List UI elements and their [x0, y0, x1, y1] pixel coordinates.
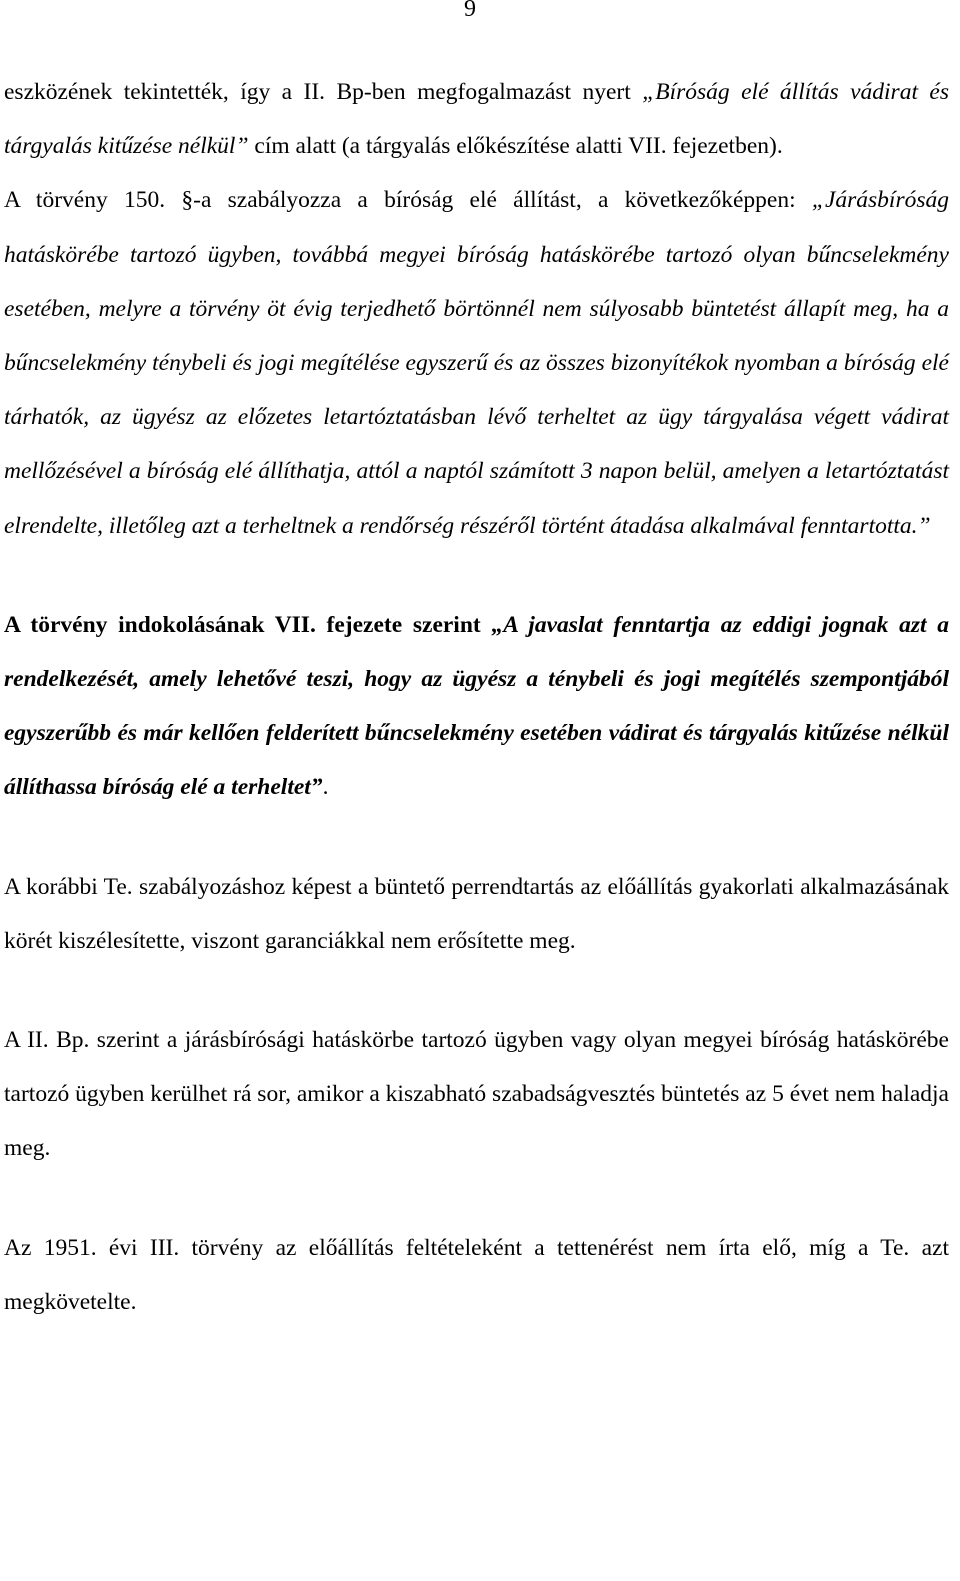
paragraph-3-quote: „A javaslat fenntartja az eddigi jognak azt a rendelkezését, amely lehetővé teszi, hogy az ügyész a ténybeli és jogi megítélés szempontjából egyszerűbb és már kellően felderített bűncselekmény esetében vádirat és tárgyalás kitűzése nélkül állíthassa bíróság elé a terheltet”	[4, 611, 950, 801]
paragraph-1	[4, 65, 949, 173]
paragraph-3-end: .	[322, 774, 329, 801]
paragraph-1-text: eszközének tekintették, így a II. Bp-ben megfogalmazást nyert	[4, 79, 643, 105]
paragraph-4: A korábbi Te. szabályozáshoz képest a büntető perrendtartás az előállítás gyakorlati alkalmazásának körét kiszélesítette, viszont garanciákkal nem erősítette meg.	[4, 873, 949, 954]
paragraph-1-quote: „Bíróság elé állítás vádirat és tárgyalás kitűzése nélkül”	[4, 79, 949, 160]
document-body	[4, 65, 949, 1329]
paragraph-3-lead: A törvény indokolásának VII. fejezete szerint	[4, 611, 492, 638]
paragraph-5: A II. Bp. szerint a járásbírósági hatáskörbe tartozó ügyben vagy olyan megyei bíróság hatáskörébe tartozó ügyben kerülhet rá sor, amikor a kiszabható szabadságvesztés büntetés az 5 évet nem haladja meg.	[4, 1027, 949, 1162]
page-number: 9	[464, 0, 476, 22]
paragraph-2	[4, 173, 949, 552]
paragraph-6: Az 1951. évi III. törvény az előállítás feltételeként a tettenérést nem írta elő, míg a Te. azt megkövetelte.	[4, 1234, 949, 1315]
paragraph-1-text-end: cím alatt (a tárgyalás előkészítése alatti VII. fejezetben).	[248, 133, 783, 160]
paragraph-2-quote: „Járásbíróság hatáskörébe tartozó ügyben, továbbá megyei bíróság hatáskörébe tartozó olyan bűncselekmény esetében, melyre a törvény öt évig terjedhető börtönnél nem súlyosabb büntetést állapít meg, ha a bűncselekmény ténybeli és jogi megítélése egyszerű és az összes bizonyítékok nyomban a bíróság elé tárhatók, az ügyész az előzetes letartóztatásban lévő terheltet az ügy tárgyalása végett vádirat mellőzésével a bíróság elé állíthatja, attól a naptól számított 3 napon belül, amelyen a letartóztatást elrendelte, illetőleg azt a terheltnek a rendőrség részéről történt átadása alkalmával fenntartotta.”	[4, 187, 949, 539]
paragraph-3	[4, 598, 949, 815]
paragraph-2-text: A törvény 150. §-a szabályozza a bíróság elé állítást, a következőképpen:	[4, 187, 812, 214]
